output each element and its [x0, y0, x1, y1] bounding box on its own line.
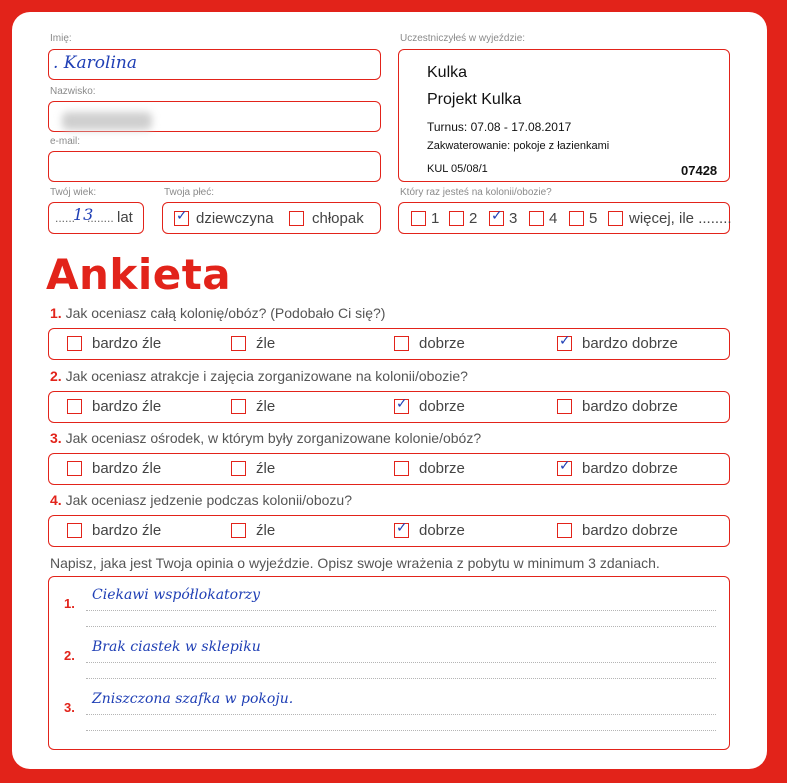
age-dots-left: ......	[55, 211, 76, 225]
trip-label: Uczestniczyłeś w wyjeździe:	[400, 33, 526, 44]
answer-option-label: bardzo dobrze	[582, 522, 678, 539]
answer-row-4	[48, 515, 730, 547]
email-field[interactable]	[48, 151, 381, 182]
answer-option-label: bardzo źle	[92, 460, 162, 477]
answer-option-label: bardzo źle	[92, 522, 162, 539]
check-mark-icon: ✓	[491, 208, 503, 224]
opinion-number: 1.	[64, 596, 75, 611]
times-checkbox-1[interactable]	[411, 211, 426, 226]
answer-checkbox[interactable]	[394, 336, 409, 351]
question-1	[50, 305, 385, 321]
answer-option-label: źle	[256, 460, 276, 477]
age-label: Twój wiek:	[50, 187, 97, 198]
times-field	[398, 202, 730, 234]
trip-stamp-box	[398, 49, 730, 182]
answer-row-1	[48, 328, 730, 360]
age-dots-right: ........	[87, 211, 114, 225]
answer-option-label: dobrze	[419, 398, 465, 415]
answer-checkbox[interactable]	[67, 336, 82, 351]
answer-option-label: bardzo źle	[92, 398, 162, 415]
redacted-surname-blur	[62, 112, 152, 130]
opinion-number: 3.	[64, 700, 75, 715]
answer-checkbox[interactable]	[394, 461, 409, 476]
gender-checkbox-boy[interactable]	[289, 211, 304, 226]
question-3	[50, 430, 481, 446]
check-mark-icon: ✓	[396, 396, 408, 412]
answer-option-label: źle	[256, 522, 276, 539]
stamp-accommodation: Zakwaterowanie: pokoje z łazienkami	[427, 140, 610, 152]
gender-label: Twoja płeć:	[164, 187, 215, 198]
stamp-code: KUL 05/08/1	[427, 163, 488, 175]
opinion-line	[86, 678, 716, 679]
answer-checkbox[interactable]	[557, 399, 572, 414]
age-field[interactable]	[48, 202, 144, 234]
opinion-text: Ciekawi współlokatorzy	[92, 587, 261, 603]
opinion-text: Zniszczona szafka w pokoju.	[92, 691, 294, 707]
opinion-prompt: Napisz, jaka jest Twoja opinia o wyjeździe. Opisz swoje wrażenia z pobytu w minimum 3 zdaniach.	[50, 555, 660, 571]
first-name-label: Imię:	[50, 33, 72, 44]
times-option-more: więcej, ile ........	[629, 210, 732, 227]
question-2	[50, 368, 468, 384]
answer-option-label: źle	[256, 398, 276, 415]
answer-checkbox[interactable]	[557, 333, 572, 351]
age-unit: lat	[117, 209, 133, 226]
answer-checkbox[interactable]	[231, 399, 246, 414]
email-label: e-mail:	[50, 136, 81, 147]
answer-checkbox[interactable]	[67, 523, 82, 538]
times-option-3: 3	[509, 210, 518, 227]
answer-checkbox[interactable]	[231, 461, 246, 476]
gender-option-girl: dziewczyna	[196, 210, 274, 227]
answer-checkbox[interactable]	[67, 461, 82, 476]
opinion-text: Brak ciastek w sklepiku	[92, 639, 261, 655]
first-name-value: . Karolina	[53, 53, 137, 73]
times-label: Który raz jesteś na kolonii/obozie?	[400, 187, 552, 198]
question-text: Jak oceniasz całą kolonię/obóz? (Podobało Ci się?)	[65, 305, 386, 321]
opinion-line	[86, 610, 716, 611]
stamp-line1: Kulka	[427, 64, 468, 81]
answer-checkbox[interactable]	[557, 523, 572, 538]
times-option-4: 4	[549, 210, 558, 227]
opinion-line	[86, 626, 716, 627]
age-value: 13	[73, 205, 94, 224]
times-option-1: 1	[431, 210, 440, 227]
check-mark-icon: ✓	[559, 333, 571, 349]
opinion-number: 2.	[64, 648, 75, 663]
answer-option-label: bardzo dobrze	[582, 335, 678, 352]
answer-checkbox[interactable]	[557, 458, 572, 476]
question-number: 4.	[50, 492, 62, 508]
first-name-field[interactable]	[48, 49, 381, 80]
question-4	[50, 492, 352, 508]
question-text: Jak oceniasz ośrodek, w którym były zorganizowane kolonie/obóz?	[65, 430, 482, 446]
stamp-number: 07428	[681, 163, 718, 178]
answer-row-2	[48, 391, 730, 423]
times-option-5: 5	[589, 210, 598, 227]
answer-option-label: bardzo dobrze	[582, 398, 678, 415]
gender-option-boy: chłopak	[312, 210, 364, 227]
answer-checkbox[interactable]	[394, 520, 409, 538]
answer-option-label: dobrze	[419, 335, 465, 352]
last-name-label: Nazwisko:	[50, 86, 96, 97]
times-checkbox-5[interactable]	[569, 211, 584, 226]
question-number: 2.	[50, 368, 62, 384]
question-number: 1.	[50, 305, 62, 321]
question-text: Jak oceniasz atrakcje i zajęcia zorganizowane na kolonii/obozie?	[65, 368, 468, 384]
answer-checkbox[interactable]	[67, 399, 82, 414]
answer-option-label: bardzo źle	[92, 335, 162, 352]
gender-field	[162, 202, 381, 234]
answer-option-label: dobrze	[419, 522, 465, 539]
answer-row-3	[48, 453, 730, 485]
opinion-line	[86, 714, 716, 715]
times-checkbox-4[interactable]	[529, 211, 544, 226]
answer-checkbox[interactable]	[231, 336, 246, 351]
answer-checkbox[interactable]	[231, 523, 246, 538]
times-checkbox-3[interactable]	[489, 208, 504, 226]
check-mark-icon: ✓	[396, 520, 408, 536]
times-checkbox-more[interactable]	[608, 211, 623, 226]
times-checkbox-2[interactable]	[449, 211, 464, 226]
stamp-line2: Projekt Kulka	[427, 91, 522, 108]
answer-option-label: źle	[256, 335, 276, 352]
answer-option-label: bardzo dobrze	[582, 460, 678, 477]
check-mark-icon: ✓	[176, 208, 188, 224]
answer-option-label: dobrze	[419, 460, 465, 477]
check-mark-icon: ✓	[559, 458, 571, 474]
times-option-2: 2	[469, 210, 478, 227]
answer-checkbox[interactable]	[394, 396, 409, 414]
opinion-line	[86, 730, 716, 731]
survey-title: Ankieta	[46, 250, 232, 299]
question-number: 3.	[50, 430, 62, 446]
opinion-line	[86, 662, 716, 663]
gender-checkbox-girl[interactable]	[174, 208, 189, 226]
stamp-turnus: Turnus: 07.08 - 17.08.2017	[427, 120, 572, 134]
question-text: Jak oceniasz jedzenie podczas kolonii/obozu?	[65, 492, 352, 508]
